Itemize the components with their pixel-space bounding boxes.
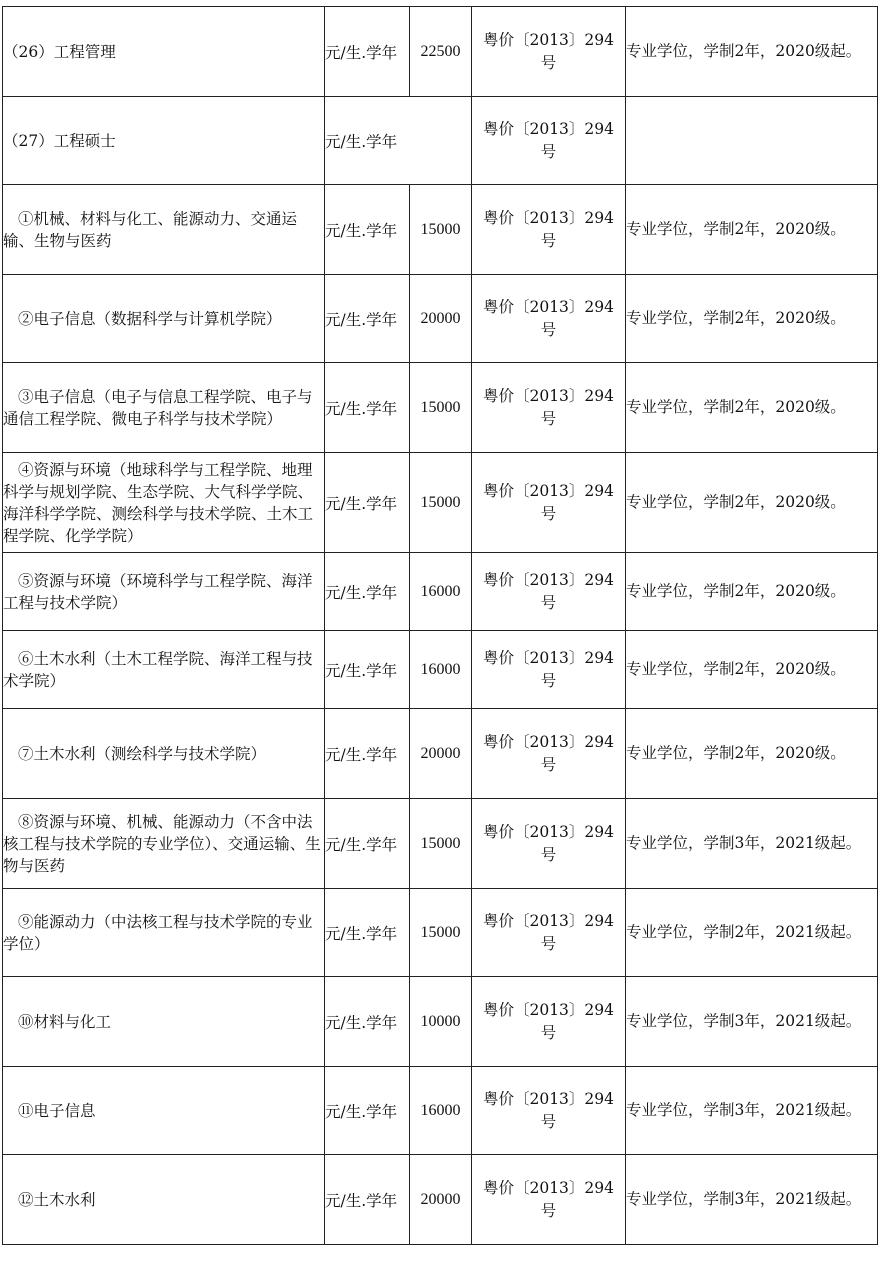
fee-amount: 20000 xyxy=(410,709,472,799)
remark-cell xyxy=(626,977,878,1067)
fee-unit: 元/生.学年 xyxy=(325,1155,410,1245)
pricing-document-cell xyxy=(472,1067,626,1155)
table-row xyxy=(3,275,878,363)
program-name: ⑪电子信息 xyxy=(18,1101,96,1120)
table-row xyxy=(3,363,878,453)
fee-unit: 元/生.学年 xyxy=(325,553,410,631)
remark-cell xyxy=(626,185,878,275)
pricing-document-suffix: 号 xyxy=(540,504,557,523)
pricing-document-cell xyxy=(472,185,626,275)
remark: 专业学位，学制2年，2020级。 xyxy=(626,493,846,511)
table-row xyxy=(3,553,878,631)
remark-cell xyxy=(626,7,878,97)
fee-unit: 元/生.学年 xyxy=(325,889,410,977)
program-name-cell xyxy=(3,1067,325,1155)
remark-cell xyxy=(626,97,878,185)
pricing-document-suffix: 号 xyxy=(540,53,557,72)
pricing-document-cell xyxy=(472,275,626,363)
remark: 专业学位，学制2年，2020级。 xyxy=(626,660,846,678)
pricing-document-ref: 粤价〔2013〕294 xyxy=(482,481,615,500)
program-name-cell xyxy=(3,889,325,977)
pricing-document-suffix: 号 xyxy=(540,934,557,953)
pricing-document-cell xyxy=(472,631,626,709)
program-name: ③电子信息（电子与信息工程学院、电子与通信工程学院、微电子科学与技术学院） xyxy=(3,387,313,428)
pricing-document-cell xyxy=(472,453,626,553)
pricing-document-cell xyxy=(472,889,626,977)
program-name-cell xyxy=(3,363,325,453)
remark: 专业学位，学制2年，2020级。 xyxy=(626,744,846,762)
remark-cell xyxy=(626,709,878,799)
remark: 专业学位，学制2年，2020级。 xyxy=(626,582,846,600)
remark: 专业学位，学制2年，2020级起。 xyxy=(626,42,862,60)
program-name: ⑥土木水利（土木工程学院、海洋工程与技术学院） xyxy=(3,649,313,690)
fee-amount: 22500 xyxy=(410,7,472,97)
program-name-cell xyxy=(3,453,325,553)
remark: 专业学位，学制2年，2020级。 xyxy=(626,309,846,327)
table-row xyxy=(3,97,878,185)
pricing-document-cell xyxy=(472,977,626,1067)
program-name: ⑦土木水利（测绘科学与技术学院） xyxy=(18,744,267,763)
fee-unit: 元/生.学年 xyxy=(325,709,410,799)
fee-unit: 元/生.学年 xyxy=(325,977,410,1067)
pricing-document-suffix: 号 xyxy=(540,142,557,161)
program-name-cell xyxy=(3,553,325,631)
program-name: （27）工程硕士 xyxy=(3,131,116,150)
pricing-document-suffix: 号 xyxy=(540,593,557,612)
pricing-document-cell xyxy=(472,553,626,631)
pricing-document-suffix: 号 xyxy=(540,409,557,428)
fee-amount: 15000 xyxy=(410,453,472,553)
remark: 专业学位，学制3年，2021级起。 xyxy=(626,1190,862,1208)
program-name: ①机械、材料与化工、能源动力、交通运输、生物与医药 xyxy=(3,209,298,250)
fee-unit: 元/生.学年 xyxy=(325,185,410,275)
remark: 专业学位，学制3年，2021级起。 xyxy=(626,834,862,852)
pricing-document-cell xyxy=(472,7,626,97)
table-row xyxy=(3,1067,878,1155)
fee-unit: 元/生.学年 xyxy=(325,631,410,709)
table-row xyxy=(3,1155,878,1245)
pricing-document-ref: 粤价〔2013〕294 xyxy=(482,386,615,405)
table-row xyxy=(3,453,878,553)
remark-cell xyxy=(626,453,878,553)
remark-cell xyxy=(626,889,878,977)
pricing-document-cell xyxy=(472,1155,626,1245)
remark-cell xyxy=(626,1067,878,1155)
table-row xyxy=(3,185,878,275)
pricing-document-ref: 粤价〔2013〕294 xyxy=(482,822,615,841)
pricing-document-suffix: 号 xyxy=(540,1023,557,1042)
fee-amount: 15000 xyxy=(410,799,472,889)
pricing-document-ref: 粤价〔2013〕294 xyxy=(482,648,615,667)
pricing-document-ref: 粤价〔2013〕294 xyxy=(482,911,615,930)
pricing-document-ref: 粤价〔2013〕294 xyxy=(482,208,615,227)
program-name: （26）工程管理 xyxy=(3,42,116,61)
pricing-document-ref: 粤价〔2013〕294 xyxy=(482,119,615,138)
pricing-document-suffix: 号 xyxy=(540,1201,557,1220)
table-row xyxy=(3,7,878,97)
fee-amount: 15000 xyxy=(410,363,472,453)
fee-table-body xyxy=(3,7,878,1245)
remark-cell xyxy=(626,363,878,453)
program-name: ②电子信息（数据科学与计算机学院） xyxy=(18,309,282,328)
remark: 专业学位，学制2年，2021级起。 xyxy=(626,923,862,941)
fee-table xyxy=(2,6,878,1245)
pricing-document-ref: 粤价〔2013〕294 xyxy=(482,732,615,751)
pricing-document-ref: 粤价〔2013〕294 xyxy=(482,30,615,49)
program-name: ⑤资源与环境（环境科学与工程学院、海洋工程与技术学院） xyxy=(3,571,313,612)
program-name-cell xyxy=(3,97,325,185)
program-name: ⑫土木水利 xyxy=(18,1190,96,1209)
pricing-document-suffix: 号 xyxy=(540,755,557,774)
fee-unit: 元/生.学年 xyxy=(325,1067,410,1155)
pricing-document-cell xyxy=(472,799,626,889)
program-name: ⑨能源动力（中法核工程与技术学院的专业学位） xyxy=(3,912,313,953)
fee-unit: 元/生.学年 xyxy=(325,275,410,363)
remark: 专业学位，学制2年，2020级。 xyxy=(626,220,846,238)
fee-unit: 元/生.学年 xyxy=(325,97,410,185)
pricing-document-ref: 粤价〔2013〕294 xyxy=(482,570,615,589)
pricing-document-cell xyxy=(472,97,626,185)
program-name: ⑩材料与化工 xyxy=(18,1012,112,1031)
remark: 专业学位，学制3年，2021级起。 xyxy=(626,1012,862,1030)
pricing-document-suffix: 号 xyxy=(540,320,557,339)
pricing-document-suffix: 号 xyxy=(540,845,557,864)
pricing-document-ref: 粤价〔2013〕294 xyxy=(482,1178,615,1197)
fee-amount: 20000 xyxy=(410,1155,472,1245)
table-row xyxy=(3,799,878,889)
program-name-cell xyxy=(3,1155,325,1245)
program-name-cell xyxy=(3,275,325,363)
table-row xyxy=(3,709,878,799)
pricing-document-suffix: 号 xyxy=(540,671,557,690)
pricing-document-cell xyxy=(472,709,626,799)
program-name-cell xyxy=(3,799,325,889)
remark-cell xyxy=(626,631,878,709)
fee-amount: 10000 xyxy=(410,977,472,1067)
program-name-cell xyxy=(3,631,325,709)
fee-amount: 16000 xyxy=(410,1067,472,1155)
pricing-document-ref: 粤价〔2013〕294 xyxy=(482,297,615,316)
pricing-document-cell xyxy=(472,363,626,453)
fee-unit: 元/生.学年 xyxy=(325,799,410,889)
fee-unit: 元/生.学年 xyxy=(325,453,410,553)
fee-amount: 15000 xyxy=(410,185,472,275)
table-row xyxy=(3,631,878,709)
program-name-cell xyxy=(3,7,325,97)
fee-amount: 20000 xyxy=(410,275,472,363)
fee-unit: 元/生.学年 xyxy=(325,363,410,453)
program-name-cell xyxy=(3,709,325,799)
program-name: ④资源与环境（地球科学与工程学院、地理科学与规划学院、生态学院、大气科学学院、海洋科学学院、测绘科学与技术学院、土木工程学院、化学学院） xyxy=(3,460,314,545)
program-name-cell xyxy=(3,185,325,275)
fee-amount: 16000 xyxy=(410,631,472,709)
pricing-document-suffix: 号 xyxy=(540,231,557,250)
table-row xyxy=(3,977,878,1067)
remark-cell xyxy=(626,1155,878,1245)
remark-cell xyxy=(626,799,878,889)
fee-amount: 15000 xyxy=(410,889,472,977)
table-row xyxy=(3,889,878,977)
remark: 专业学位，学制2年，2020级。 xyxy=(626,398,846,416)
remark-cell xyxy=(626,553,878,631)
program-name-cell xyxy=(3,977,325,1067)
pricing-document-ref: 粤价〔2013〕294 xyxy=(482,1089,615,1108)
pricing-document-suffix: 号 xyxy=(540,1112,557,1131)
fee-unit: 元/生.学年 xyxy=(325,7,410,97)
pricing-document-ref: 粤价〔2013〕294 xyxy=(482,1000,615,1019)
program-name: ⑧资源与环境、机械、能源动力（不含中法核工程与技术学院的专业学位）、交通运输、生物与医药 xyxy=(3,812,321,875)
remark-cell xyxy=(626,275,878,363)
remark: 专业学位，学制3年，2021级起。 xyxy=(626,1101,862,1119)
fee-amount xyxy=(410,97,472,185)
fee-amount: 16000 xyxy=(410,553,472,631)
